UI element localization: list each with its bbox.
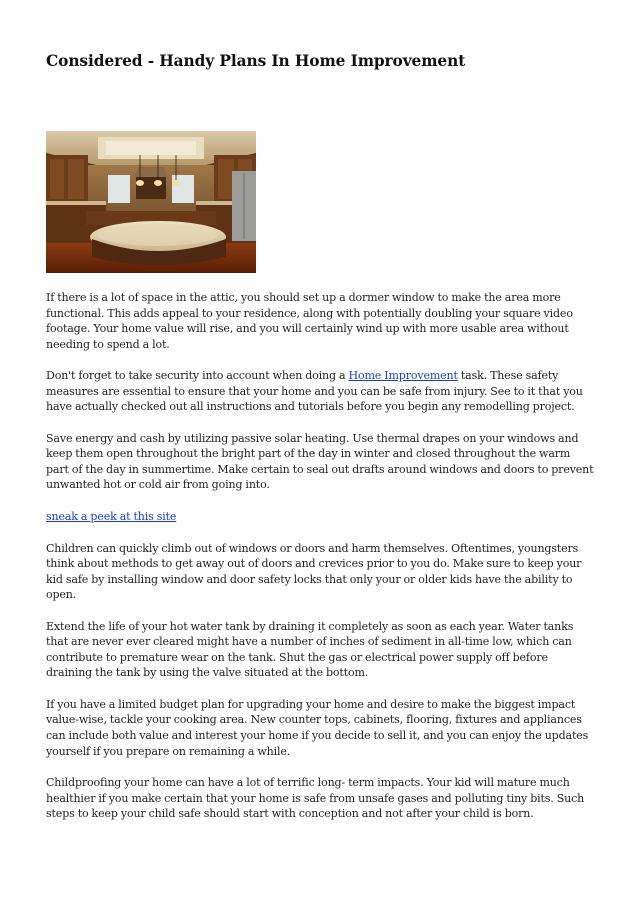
paragraph-childproofing: Childproofing your home can have a lot of terrific long- term impacts. Your kid will mature much healthier if you make certain that your home is safe from unsafe gases and polluting tiny bits. Such steps to keep your child safe should start with conception and not after your child is born. bbox=[46, 776, 585, 821]
link-paragraph bbox=[46, 509, 594, 525]
page-title: Considered - Handy Plans In Home Improvement bbox=[46, 52, 466, 70]
home-improvement-link[interactable]: Home Improvement bbox=[348, 369, 458, 383]
paragraph-budget: If you have a limited budget plan for upgrading your home and desire to make the biggest impact value-wise, tackle your cooking area. New counter tops, cabinets, flooring, fixtures and appliances can include both value and interest your home if you decide to sell it, and you can enjoy the updates yourself if you prepare on remaining a while. bbox=[46, 697, 589, 758]
paragraph-security-text-start: Don't forget to take security into account when doing a bbox=[46, 369, 349, 383]
paragraph-attic: If there is a lot of space in the attic, you should set up a dormer window to make the area more functional. This adds appeal to your residence, along with potentially doubling your square video footage. Your home value will rise, and you will certainly wind up with more usable area without needing to spend a lot. bbox=[46, 291, 573, 351]
paragraph-solar: Save energy and cash by utilizing passive solar heating. Use thermal drapes on your windows and keep them open throughout the bright part of the day in winter and closed throughout the warm part of the day in summertime. Make certain to seal out drafts around windows and doors to prevent unwanted hot or cold air from going into. bbox=[46, 431, 594, 492]
kitchen-photo-icon bbox=[46, 131, 256, 273]
article-body bbox=[46, 290, 594, 838]
paragraph-security bbox=[46, 368, 594, 415]
paragraph-children: Children can quickly climb out of windows or doors and harm themselves. Oftentimes, youngsters think about methods to get away out of doors and crevices prior to you do. Make sure to keep your kid safe by installing window and door safety locks that only your or older kids have the ability to open. bbox=[46, 541, 582, 602]
paragraph-security-text-end: task. These safety measures are essential to ensure that your home and you can be safe from injury. See to it that you have actually checked out all instructions and tutorials before you begin any remodelling project. bbox=[46, 369, 583, 414]
sneak-peek-link[interactable]: sneak a peek at this site bbox=[46, 510, 177, 524]
paragraph-water-tank: Extend the life of your hot water tank by draining it completely as soon as each year. Water tanks that are never ever cleared might have a number of inches of sediment in all-time low, which can contribute to premature wear on the tank. Shut the gas or electrical power supply off before draining the tank by using the valve situated at the bottom. bbox=[46, 619, 574, 680]
